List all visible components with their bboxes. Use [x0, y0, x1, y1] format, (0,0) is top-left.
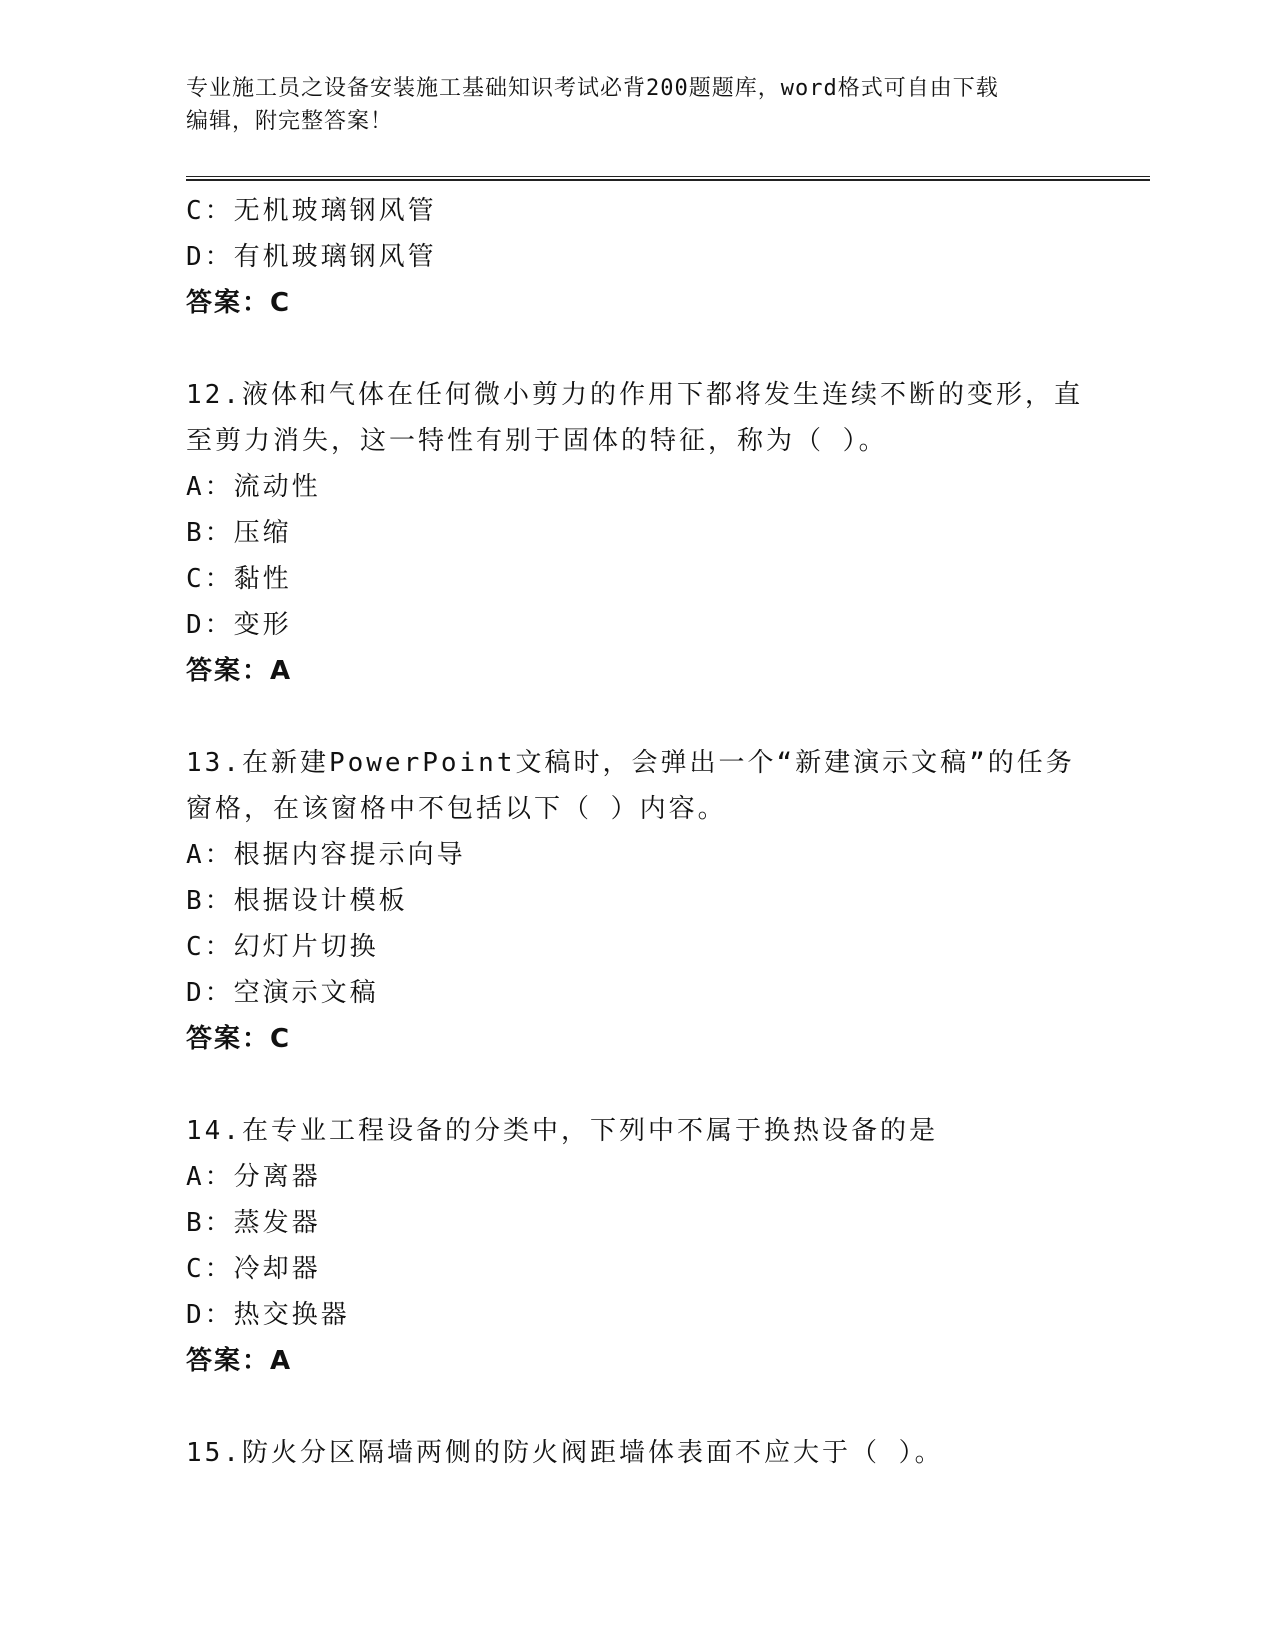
option-line: A：根据内容提示向导	[186, 840, 466, 870]
question-text: 窗格，在该窗格中不包括以下（ ）内容。	[186, 794, 727, 824]
option-line: A：流动性	[186, 472, 321, 502]
spacer	[186, 1384, 1086, 1430]
question-text: 15.防火分区隔墙两侧的防火阀距墙体表面不应大于（ ）。	[186, 1438, 944, 1468]
header-title-line-1: 专业施工员之设备安装施工基础知识考试必背200题题库，word格式可自由下载	[186, 76, 999, 101]
option-line: A：分离器	[186, 1162, 321, 1192]
option-line: B：蒸发器	[186, 1208, 321, 1238]
spacer	[186, 694, 1086, 740]
answer-line: 答案：A	[186, 1346, 293, 1376]
option-line: B：根据设计模板	[186, 886, 408, 916]
question-text: 至剪力消失，这一特性有别于固体的特征，称为（ ）。	[186, 426, 888, 456]
question-text: 13.在新建PowerPoint文稿时，会弹出一个“新建演示文稿”的任务	[186, 748, 1075, 778]
option-line: D：变形	[186, 610, 292, 640]
option-line: C：冷却器	[186, 1254, 321, 1284]
spacer	[186, 1062, 1086, 1108]
option-line: D：热交换器	[186, 1300, 350, 1330]
header-divider	[186, 176, 1150, 181]
option-line: D：空演示文稿	[186, 978, 379, 1008]
option-line: B：压缩	[186, 518, 292, 548]
answer-line: 答案：C	[186, 1024, 292, 1054]
option-line: C：黏性	[186, 564, 292, 594]
question-content	[186, 188, 1086, 1476]
spacer	[186, 326, 1086, 372]
answer-line: 答案：A	[186, 656, 293, 686]
question-text: 12.液体和气体在任何微小剪力的作用下都将发生连续不断的变形，直	[186, 380, 1083, 410]
option-line: C：幻灯片切换	[186, 932, 379, 962]
option-line: C：无机玻璃钢风管	[186, 196, 437, 226]
option-line: D：有机玻璃钢风管	[186, 242, 437, 272]
header-title-line-2: 编辑，附完整答案！	[186, 109, 394, 134]
document-header	[186, 72, 1086, 138]
answer-line: 答案：C	[186, 288, 292, 318]
question-text: 14.在专业工程设备的分类中，下列中不属于换热设备的是	[186, 1116, 938, 1146]
